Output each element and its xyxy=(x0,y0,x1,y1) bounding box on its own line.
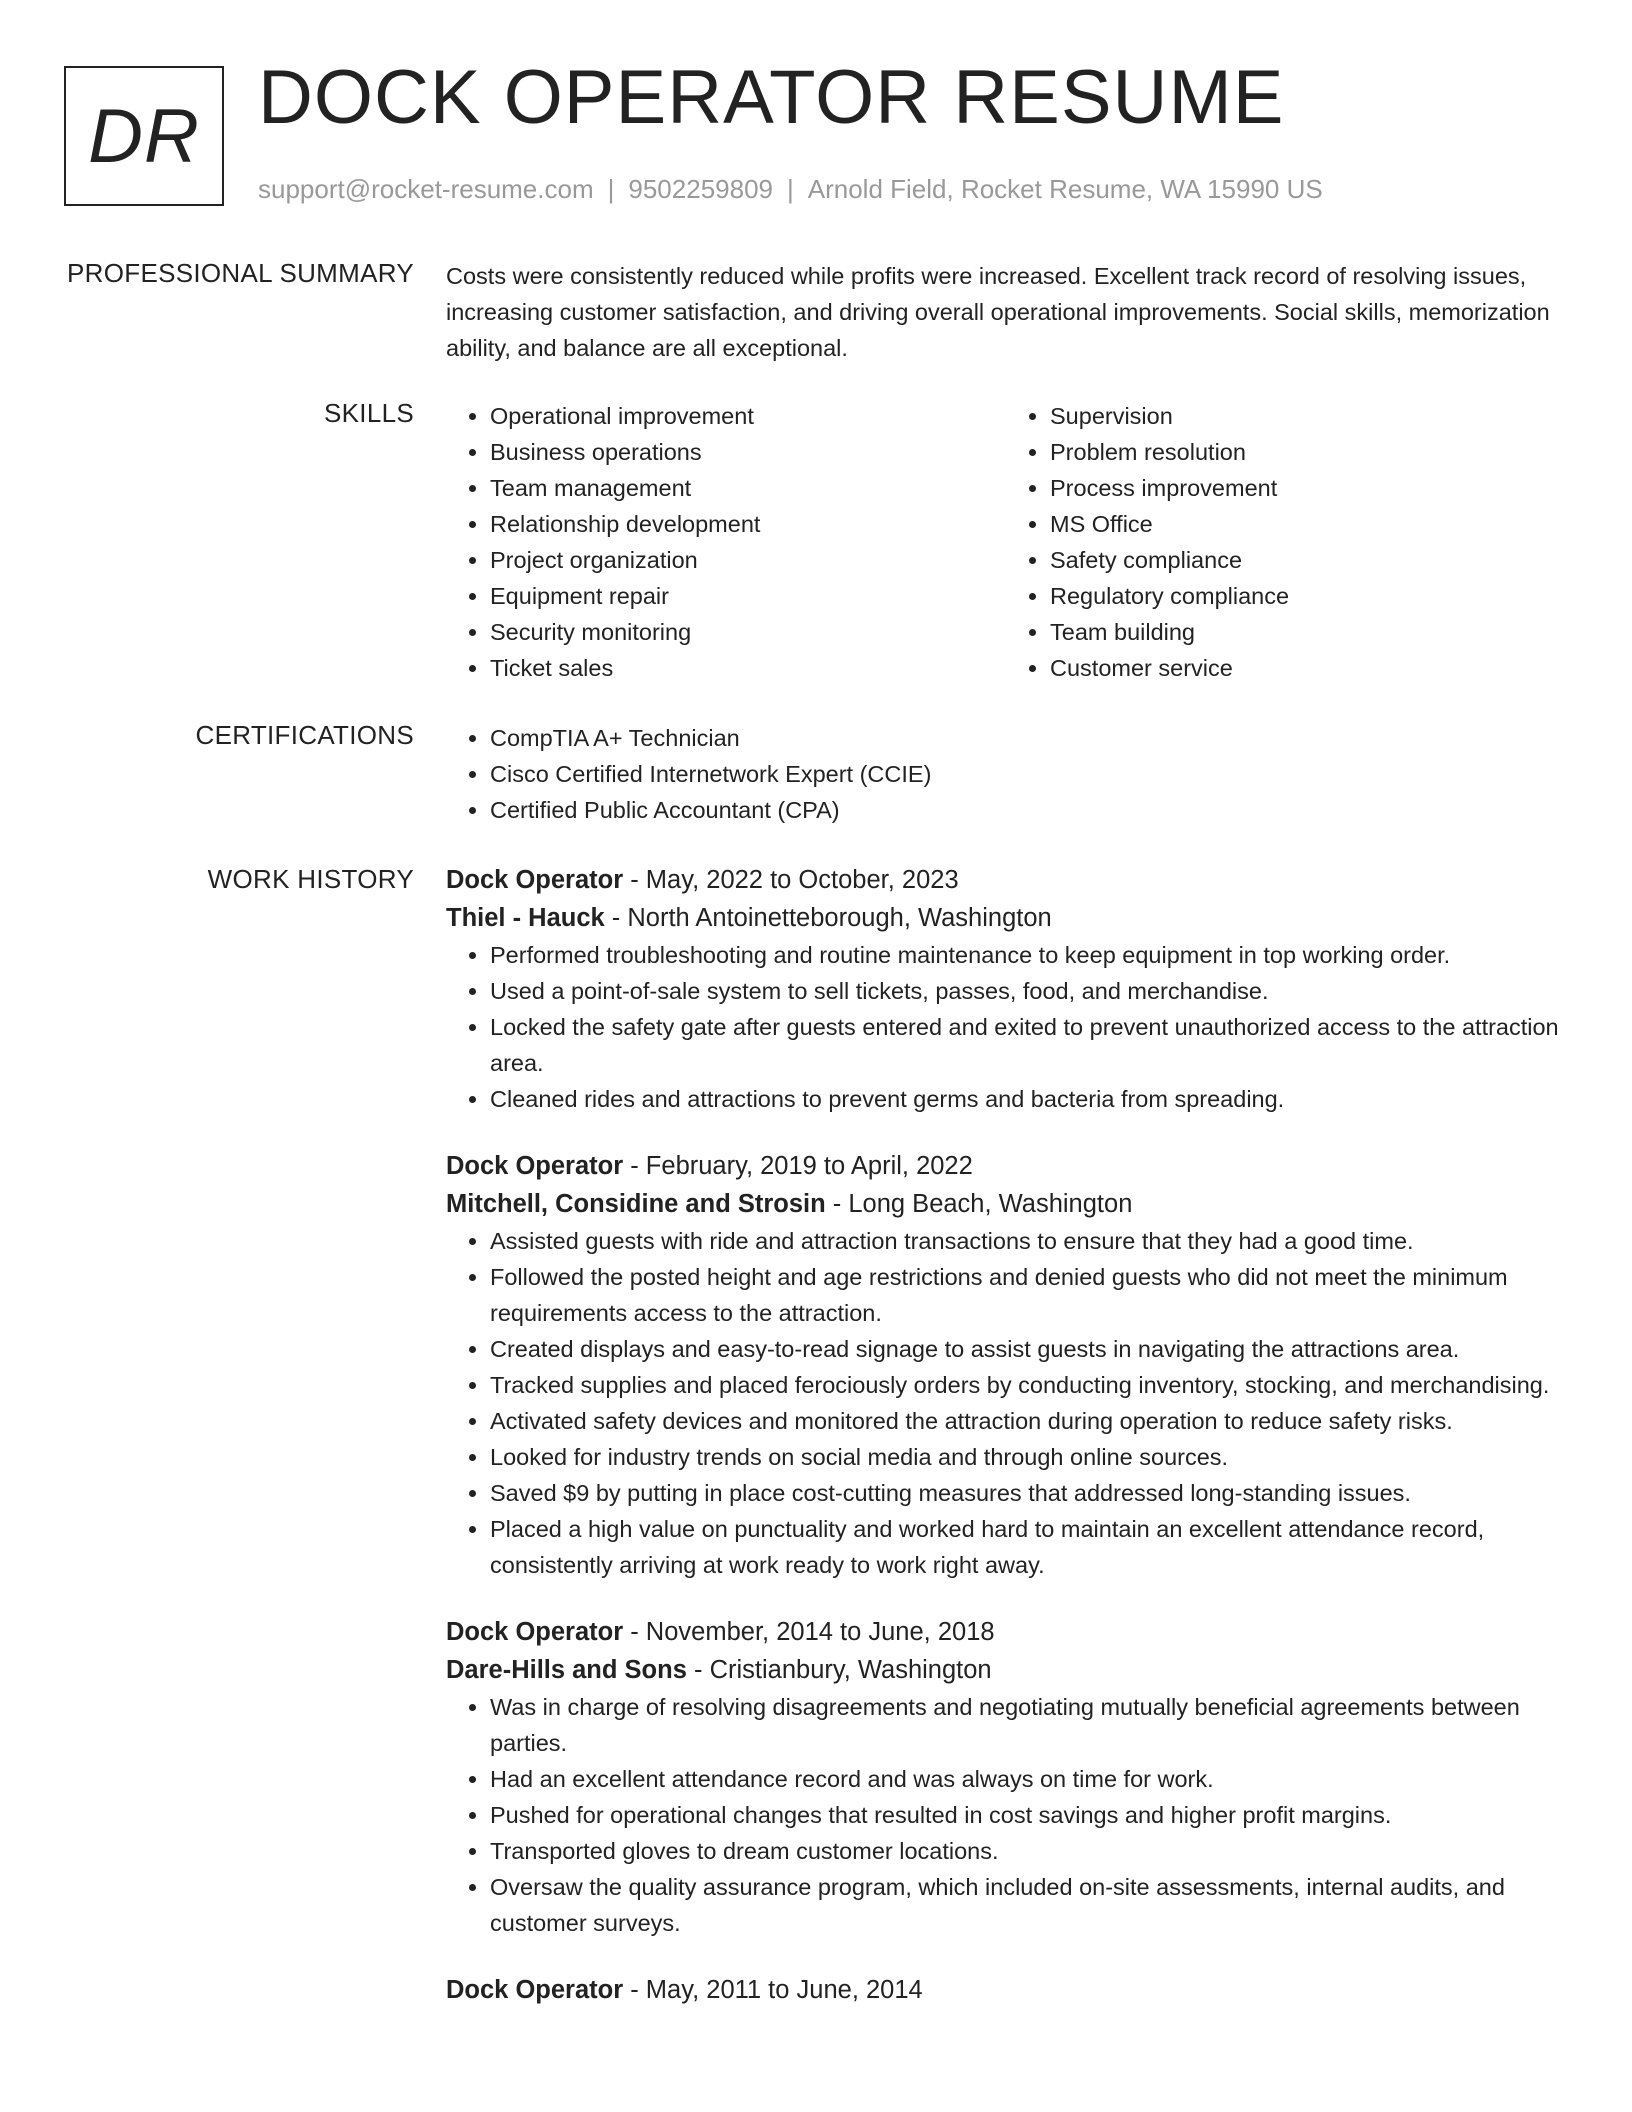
job-title: Dock Operator xyxy=(446,866,624,894)
job-duties-list xyxy=(446,1689,1566,1941)
job-dates: - February, 2019 to April, 2022 xyxy=(630,1152,973,1180)
job-duty-item: • Pushed for operational changes that resulted in cost savings and higher profit margins. xyxy=(490,1797,1566,1833)
skills-right-column xyxy=(1006,398,1566,686)
job-duty-item: • Assisted guests with ride and attraction transactions to ensure that they had a good time. xyxy=(490,1223,1566,1259)
skill-item: • Safety compliance xyxy=(1050,542,1566,578)
job-title-line xyxy=(446,861,1566,899)
certifications-section xyxy=(446,720,1566,828)
job-duty-item: • Activated safety devices and monitored the attraction during operation to reduce safety risks. xyxy=(490,1403,1566,1439)
skill-item: • Team building xyxy=(1050,614,1566,650)
job-location: - Long Beach, Washington xyxy=(832,1190,1133,1218)
skill-item: • Security monitoring xyxy=(490,614,1006,650)
job-title: Dock Operator xyxy=(446,1976,624,2004)
job-duty-item: • Transported gloves to dream customer locations. xyxy=(490,1833,1566,1869)
summary-heading: PROFESSIONAL SUMMARY xyxy=(67,258,414,288)
job-duty-item: • Had an excellent attendance record and was always on time for work. xyxy=(490,1761,1566,1797)
job-entry xyxy=(446,1613,1566,1941)
skill-item: • Supervision xyxy=(1050,398,1566,434)
skill-item: • Operational improvement xyxy=(490,398,1006,434)
contact-separator: | xyxy=(607,174,615,204)
monogram-box xyxy=(64,66,224,206)
skill-item: • Customer service xyxy=(1050,650,1566,686)
job-duty-item: • Oversaw the quality assurance program, which included on-site assessments, internal audits, and customer surveys. xyxy=(490,1869,1566,1941)
job-duty-item: • Was in charge of resolving disagreements and negotiating mutually beneficial agreements between parties. xyxy=(490,1689,1566,1761)
job-title-line xyxy=(446,1971,1566,2009)
job-dates: - May, 2022 to October, 2023 xyxy=(630,866,959,894)
skill-item: • Business operations xyxy=(490,434,1006,470)
job-title-line xyxy=(446,1147,1566,1185)
certification-item: • CompTIA A+ Technician xyxy=(490,720,1566,756)
skill-item: • Relationship development xyxy=(490,506,1006,542)
contact-phone[interactable]: 9502259809 xyxy=(628,174,773,204)
job-duty-item: • Created displays and easy-to-read signage to assist guests in navigating the attractions area. xyxy=(490,1331,1566,1367)
job-company-line xyxy=(446,1185,1566,1223)
contact-address: Arnold Field, Rocket Resume, WA 15990 US xyxy=(807,174,1323,204)
job-entry xyxy=(446,1971,1566,2009)
skills-section xyxy=(446,398,1566,686)
job-company: Thiel - Hauck xyxy=(446,904,605,932)
skills-left-column xyxy=(446,398,1006,686)
resume-title: DOCK OPERATOR RESUME xyxy=(258,55,1285,140)
certifications-list xyxy=(446,720,1566,828)
job-duty-item: • Cleaned rides and attractions to prevent germs and bacteria from spreading. xyxy=(490,1081,1566,1117)
skill-item: • Regulatory compliance xyxy=(1050,578,1566,614)
skill-item: • Process improvement xyxy=(1050,470,1566,506)
job-duty-item: • Tracked supplies and placed ferociously orders by conducting inventory, stocking, and merchandising. xyxy=(490,1367,1566,1403)
job-company: Mitchell, Considine and Strosin xyxy=(446,1190,826,1218)
job-title: Dock Operator xyxy=(446,1152,624,1180)
skill-item: • Equipment repair xyxy=(490,578,1006,614)
job-duty-item: • Followed the posted height and age restrictions and denied guests who did not meet the minimum requirements access to the attraction. xyxy=(490,1259,1566,1331)
job-location: - Cristianbury, Washington xyxy=(694,1656,992,1684)
job-company-line xyxy=(446,899,1566,937)
job-dates: - May, 2011 to June, 2014 xyxy=(630,1976,923,2004)
job-duty-item: • Looked for industry trends on social media and through online sources. xyxy=(490,1439,1566,1475)
job-company: Dare-Hills and Sons xyxy=(446,1656,687,1684)
summary-text: Costs were consistently reduced while profits were increased. Excellent track record of resolving issues, increasing customer satisfaction, and driving overall operational improvements. Social skills, memorization ability, and balance are all exceptional. xyxy=(446,263,1550,361)
job-location: - North Antoinetteborough, Washington xyxy=(611,904,1052,932)
certification-item: • Cisco Certified Internetwork Expert (CCIE) xyxy=(490,756,1566,792)
certifications-heading: CERTIFICATIONS xyxy=(195,720,414,750)
skill-item: • MS Office xyxy=(1050,506,1566,542)
work-history-heading: WORK HISTORY xyxy=(207,864,414,894)
contact-separator: | xyxy=(787,174,794,204)
skills-grid xyxy=(446,398,1566,686)
job-duties-list xyxy=(446,937,1566,1117)
contact-line xyxy=(258,174,1323,205)
job-duty-item: • Placed a high value on punctuality and worked hard to maintain an excellent attendance record, consistently arriving at work ready to work right away. xyxy=(490,1511,1566,1583)
skill-item: • Ticket sales xyxy=(490,650,1006,686)
summary-section xyxy=(446,258,1566,366)
skill-item: • Team management xyxy=(490,470,1006,506)
skill-item: • Project organization xyxy=(490,542,1006,578)
job-entry xyxy=(446,1147,1566,1583)
job-company-line xyxy=(446,1651,1566,1689)
job-duty-item: • Used a point-of-sale system to sell tickets, passes, food, and merchandise. xyxy=(490,973,1566,1009)
skills-heading: SKILLS xyxy=(324,398,414,428)
job-duty-item: • Saved $9 by putting in place cost-cutting measures that addressed long-standing issues. xyxy=(490,1475,1566,1511)
job-title: Dock Operator xyxy=(446,1618,624,1646)
job-duty-item: • Locked the safety gate after guests entered and exited to prevent unauthorized access to the attraction area. xyxy=(490,1009,1566,1081)
job-entry xyxy=(446,861,1566,1117)
skill-item: • Problem resolution xyxy=(1050,434,1566,470)
job-title-line xyxy=(446,1613,1566,1651)
job-duty-item: • Performed troubleshooting and routine maintenance to keep equipment in top working order. xyxy=(490,937,1566,973)
work-history-section xyxy=(446,861,1566,2039)
job-dates: - November, 2014 to June, 2018 xyxy=(630,1618,995,1646)
monogram-initials: DR xyxy=(88,93,200,179)
contact-email[interactable]: support@rocket-resume.com xyxy=(258,174,594,204)
certification-item: • Certified Public Accountant (CPA) xyxy=(490,792,1566,828)
job-duties-list xyxy=(446,1223,1566,1583)
